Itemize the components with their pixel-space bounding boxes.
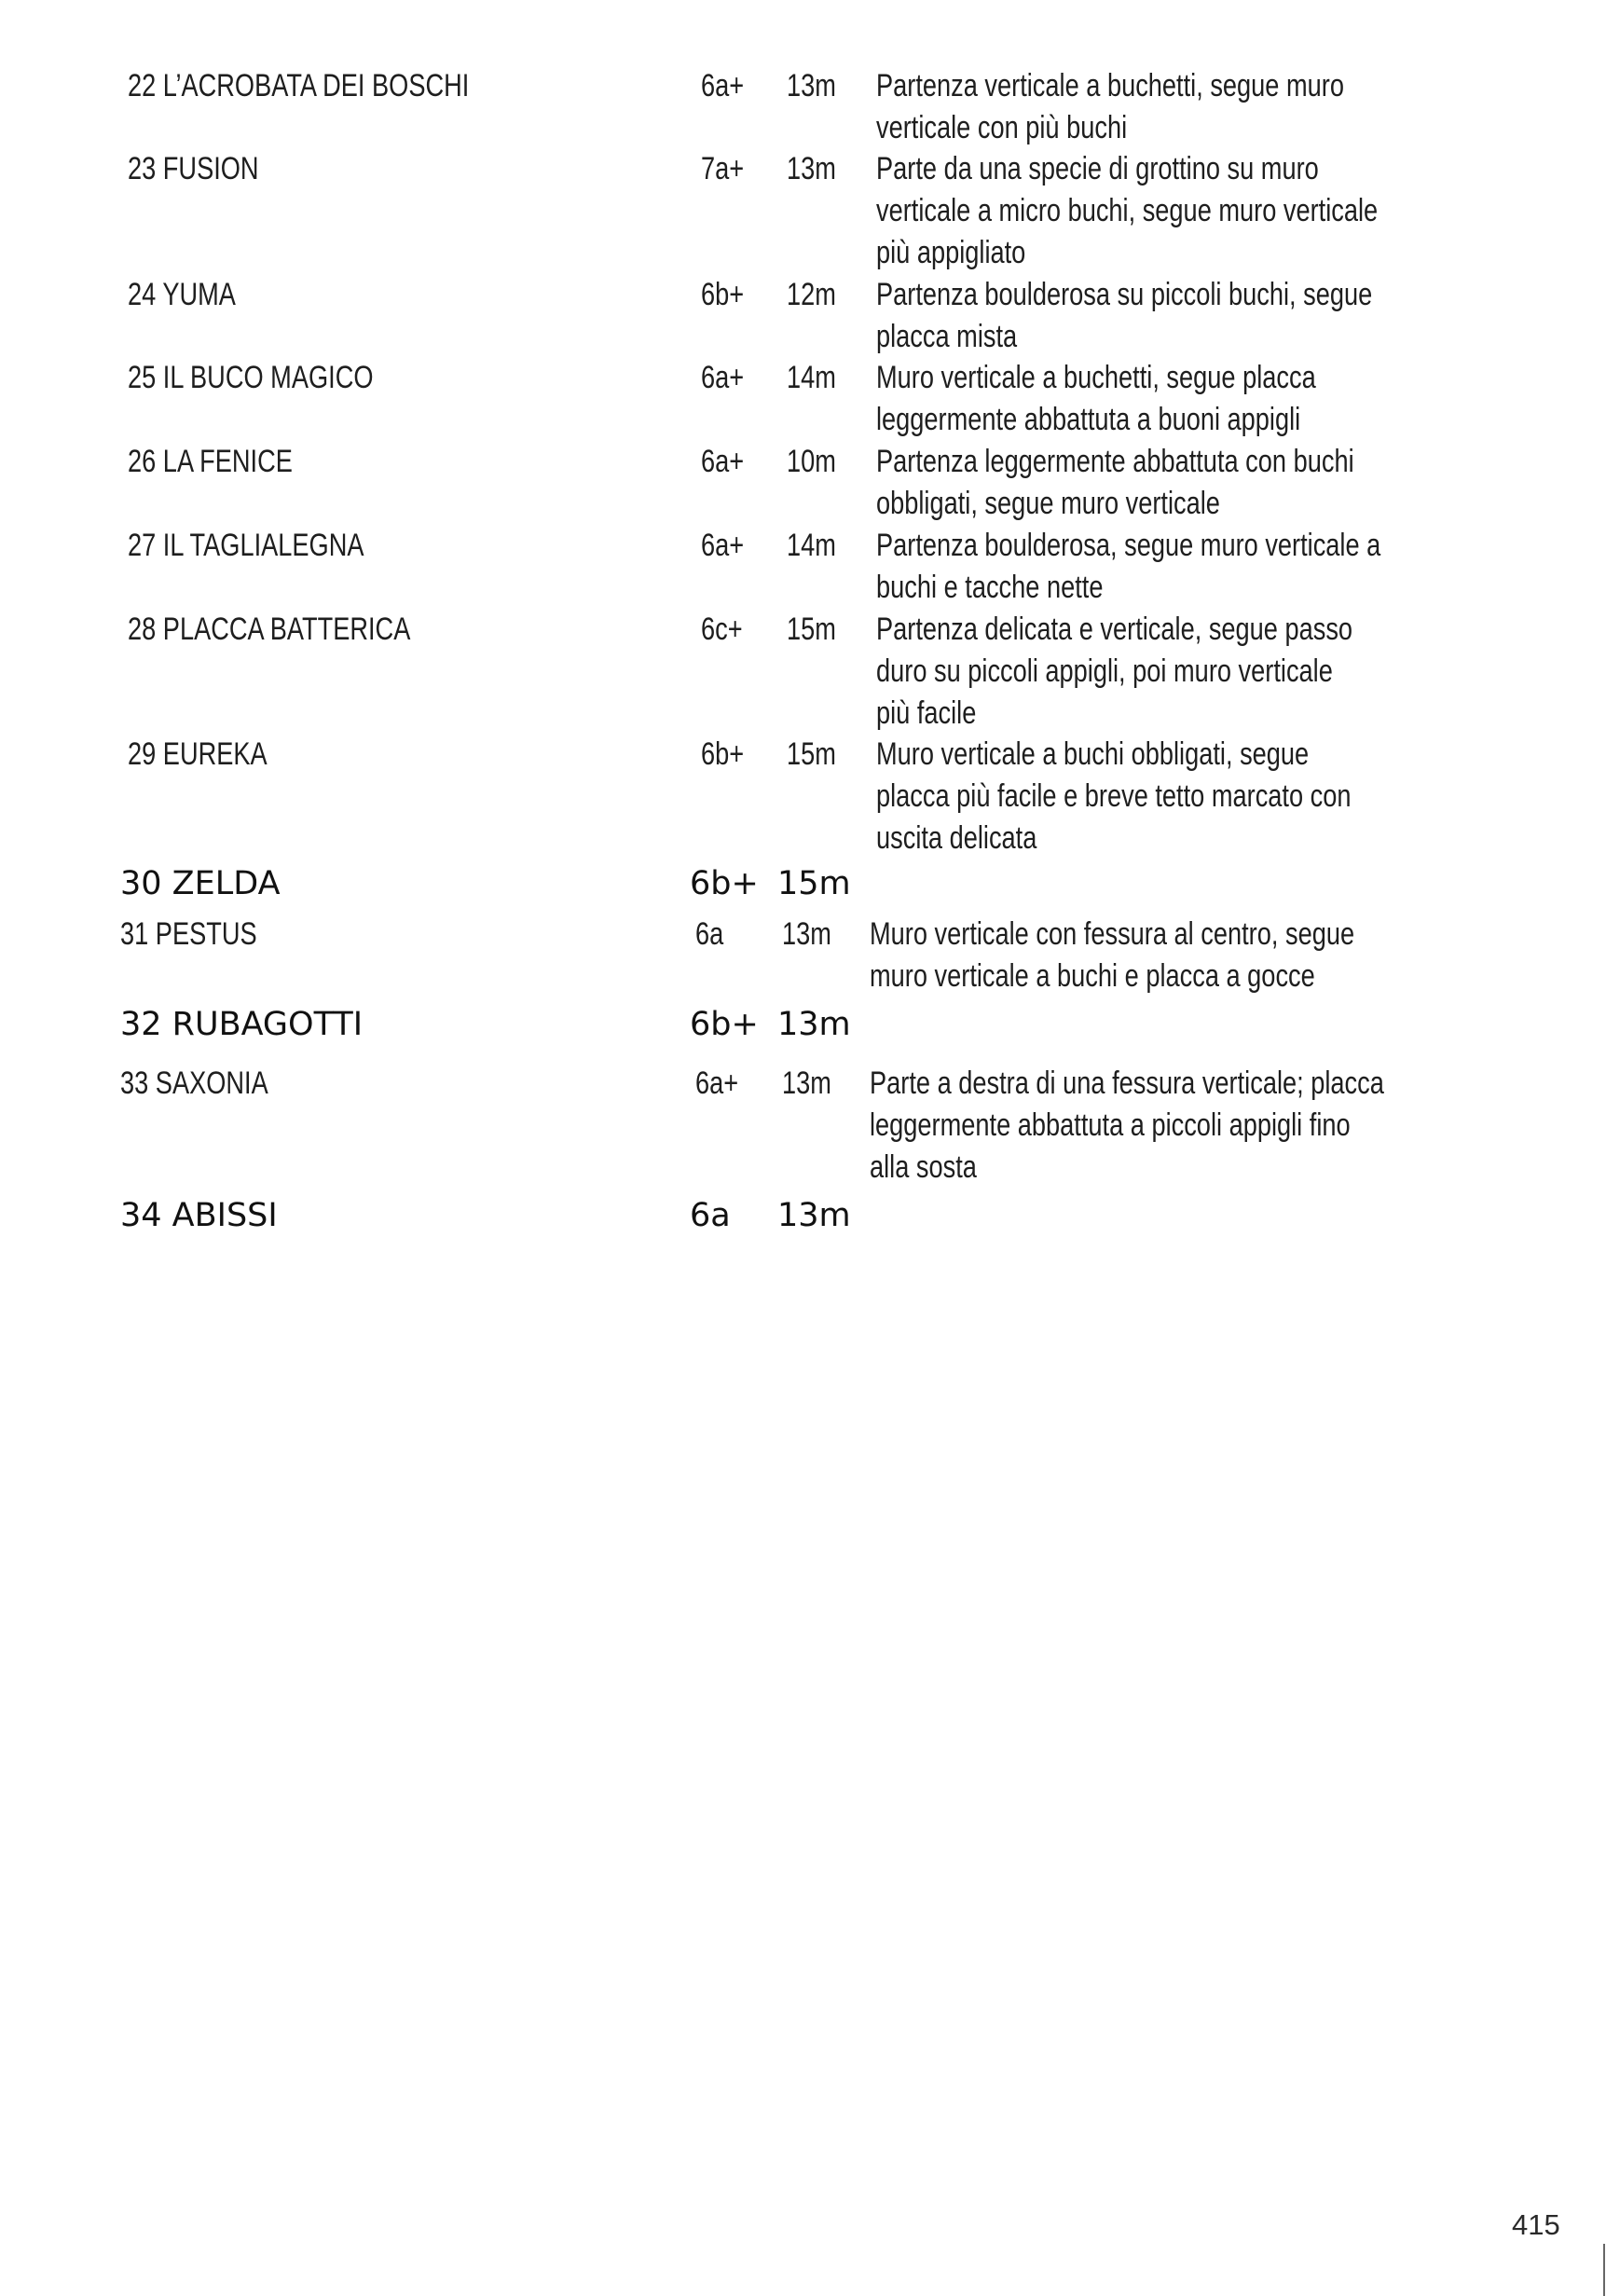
route-name: 25 IL BUCO MAGICO [128, 360, 374, 395]
description-line: Partenza delicata e verticale, segue passo [876, 612, 1353, 647]
route-grade: 6a+ [701, 528, 745, 563]
route-grade: 6a [690, 1197, 731, 1234]
description-line: verticale con più buchi [876, 110, 1128, 145]
route-name: 23 FUSION [128, 151, 259, 186]
route-length: 13m [787, 151, 836, 186]
route-length: 13m [782, 1066, 831, 1101]
route-length: 13m [777, 1197, 851, 1234]
route-grade: 6a+ [701, 360, 745, 395]
route-length: 15m [777, 865, 851, 902]
route-description [876, 609, 1352, 735]
description-line: Partenza boulderosa su piccoli buchi, segue [876, 277, 1373, 312]
route-description [870, 1063, 1384, 1189]
page-number: 415 [1512, 2208, 1560, 2241]
route-name: 28 PLACCA BATTERICA [128, 612, 411, 647]
route-length: 15m [787, 612, 836, 647]
description-line: duro su piccoli appigli, poi muro verticale [876, 653, 1333, 689]
route-length: 13m [787, 68, 836, 103]
description-line: uscita delicata [876, 820, 1037, 856]
route-length: 15m [787, 736, 836, 772]
route-grade: 6b+ [701, 277, 745, 312]
route-length: 14m [787, 360, 836, 395]
route-name: 30 ZELDA [120, 865, 281, 902]
description-line: più appigliato [876, 235, 1026, 270]
description-line: leggermente abbattuta a piccoli appigli fino [870, 1107, 1351, 1143]
route-name: 32 RUBAGOTTI [120, 1006, 364, 1043]
route-length: 13m [782, 916, 831, 952]
route-grade: 6b+ [701, 736, 745, 772]
route-description [876, 65, 1344, 149]
route-length: 10m [787, 444, 836, 479]
route-description [876, 441, 1354, 525]
route-grade: 6a+ [701, 68, 745, 103]
description-line: Muro verticale a buchi obbligati, segue [876, 736, 1310, 772]
description-line: Parte a destra di una fessura verticale; placca [870, 1066, 1384, 1101]
description-line: Partenza boulderosa, segue muro verticale a [876, 528, 1381, 563]
route-grade: 6a [695, 916, 724, 952]
route-description [876, 734, 1352, 859]
description-line: obbligati, segue muro verticale [876, 486, 1220, 521]
page-edge-divider [1603, 2244, 1605, 2296]
route-length: 13m [777, 1006, 851, 1043]
description-line: leggermente abbattuta a buoni appigli [876, 402, 1301, 437]
description-line: Partenza verticale a buchetti, segue muro [876, 68, 1344, 103]
route-description [876, 274, 1372, 358]
route-name: 26 LA FENICE [128, 444, 293, 479]
description-line: più facile [876, 695, 977, 731]
route-description [876, 525, 1380, 609]
route-grade: 6c+ [701, 612, 743, 647]
route-grade: 6b+ [690, 865, 759, 902]
description-line: alla sosta [870, 1149, 977, 1185]
description-line: Partenza leggermente abbattuta con buchi [876, 444, 1354, 479]
route-description [876, 148, 1378, 274]
route-description [876, 357, 1316, 441]
route-name: 33 SAXONIA [120, 1066, 268, 1101]
route-name: 31 PESTUS [120, 916, 257, 952]
description-line: verticale a micro buchi, segue muro verticale [876, 193, 1379, 228]
route-grade: 6b+ [690, 1006, 759, 1043]
route-length: 14m [787, 528, 836, 563]
route-grade: 7a+ [701, 151, 745, 186]
description-line: buchi e tacche nette [876, 570, 1104, 605]
route-length: 12m [787, 277, 836, 312]
description-line: placca più facile e breve tetto marcato con [876, 778, 1352, 814]
route-name: 27 IL TAGLIALEGNA [128, 528, 364, 563]
route-grade: 6a+ [695, 1066, 739, 1101]
description-line: Parte da una specie di grottino su muro [876, 151, 1319, 186]
route-name: 22 L’ACROBATA DEI BOSCHI [128, 68, 470, 103]
description-line: Muro verticale con fessura al centro, segue [870, 916, 1355, 952]
route-name: 34 ABISSI [120, 1197, 278, 1234]
route-description [870, 914, 1354, 997]
route-grade: 6a+ [701, 444, 745, 479]
description-line: muro verticale a buchi e placca a gocce [870, 958, 1315, 994]
route-name: 29 EUREKA [128, 736, 268, 772]
route-name: 24 YUMA [128, 277, 236, 312]
description-line: Muro verticale a buchetti, segue placca [876, 360, 1316, 395]
description-line: placca mista [876, 319, 1018, 354]
